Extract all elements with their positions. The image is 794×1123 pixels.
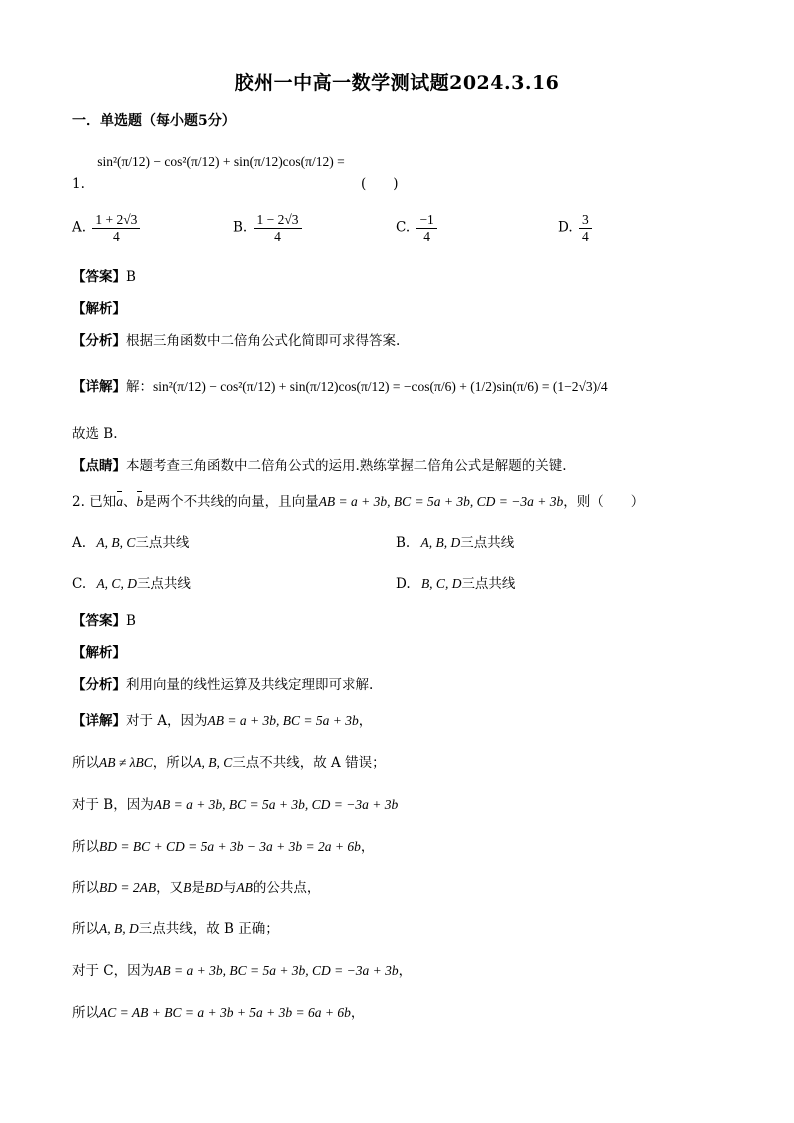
q2-detail-line-3: 对于 B，因为AB = a + 3b, BC = 5a + 3b, CD = −3a + 3b (72, 797, 399, 813)
q1-stem (72, 150, 399, 192)
q2-answer: 【答案】B (72, 613, 136, 629)
q2-option-c: C. A, C, D三点共线 (72, 576, 191, 592)
q2-detail-line-5: 所以BD = 2AB，又B是BD与AB的公共点， (72, 880, 321, 896)
q2-detail-line-6: 所以A, B, D三点共线，故 B 正确； (72, 921, 279, 937)
q2-jiexi-heading: 【解析】 (72, 645, 126, 661)
q2-given-vectors: AB = a + 3b, BC = 5a + 3b, CD = −3a + 3b (318, 494, 564, 509)
section-heading: 一．单选题（每小题5分） (72, 113, 236, 129)
q1-option-b: B. $\frac{1 - 2√3}{4}$ (233, 212, 304, 244)
q1-analysis: 【分析】根据三角函数中二倍角公式化简即可求得答案. (72, 333, 401, 349)
q1-jiexi-heading: 【解析】 (72, 301, 126, 317)
q2-detail-line-4: 所以BD = BC + CD = 5a + 3b − 3a + 3b = 2a + 6b， (72, 839, 375, 855)
q2-analysis: 【分析】利用向量的线性运算及共线定理即可求解. (72, 677, 374, 693)
q2-detail-line-7: 对于 C，因为AB = a + 3b, BC = 5a + 3b, CD = −3a + 3b， (72, 963, 413, 979)
q2-detail-line-8: 所以AC = AB + BC = a + 3b + 5a + 3b = 6a + 6b， (72, 1005, 365, 1021)
q2-option-b: B. A, B, D三点共线 (396, 535, 515, 551)
q1-answer: 【答案】B (72, 269, 136, 285)
q1-remark: 【点睛】本题考查三角函数中二倍角公式的运用.熟练掌握二倍角公式是解题的关键. (72, 458, 567, 474)
q1-option-a: A. $\frac{1 + 2√3}{4}$ (72, 212, 142, 244)
q1-conclusion: 故选 B. (72, 426, 118, 442)
q1-detail: 【详解】解：sin²(π/12) − cos²(π/12) + sin(π/12)cos(π/12) = −cos(π/6) + (1/2)sin(π/6) = (1−2√3)/4 (72, 379, 608, 395)
q2-detail-line-1: 【详解】对于 A，因为AB = a + 3b, BC = 5a + 3b， (72, 713, 373, 729)
vector-b: b (136, 494, 144, 509)
vector-a: a (116, 494, 123, 509)
q1-expression: sin²(π/12) − cos²(π/12) + sin(π/12)cos(π/12) = (97, 154, 345, 169)
q2-detail-line-2: 所以AB ≠ λBC，所以A, B, C三点不共线，故 A 错误； (72, 755, 386, 771)
q2-option-d: D. B, C, D三点共线 (396, 576, 516, 592)
q2-stem: 2. 已知a、b是两个不共线的向量，且向量AB = a + 3b, BC = 5a + 3b, CD = −3a + 3b，则（ ） (72, 494, 645, 510)
page-title: 胶州一中高一数学测试题2024.3.16 (234, 72, 560, 94)
q1-blank: ( ) (361, 176, 399, 192)
q1-option-c: C. $\frac{-1}{4}$ (396, 212, 439, 244)
q1-number: 1. (72, 176, 85, 192)
q1-option-d: D. $\frac{3}{4}$ (558, 212, 594, 244)
q2-option-a: A. A, B, C三点共线 (72, 535, 190, 551)
